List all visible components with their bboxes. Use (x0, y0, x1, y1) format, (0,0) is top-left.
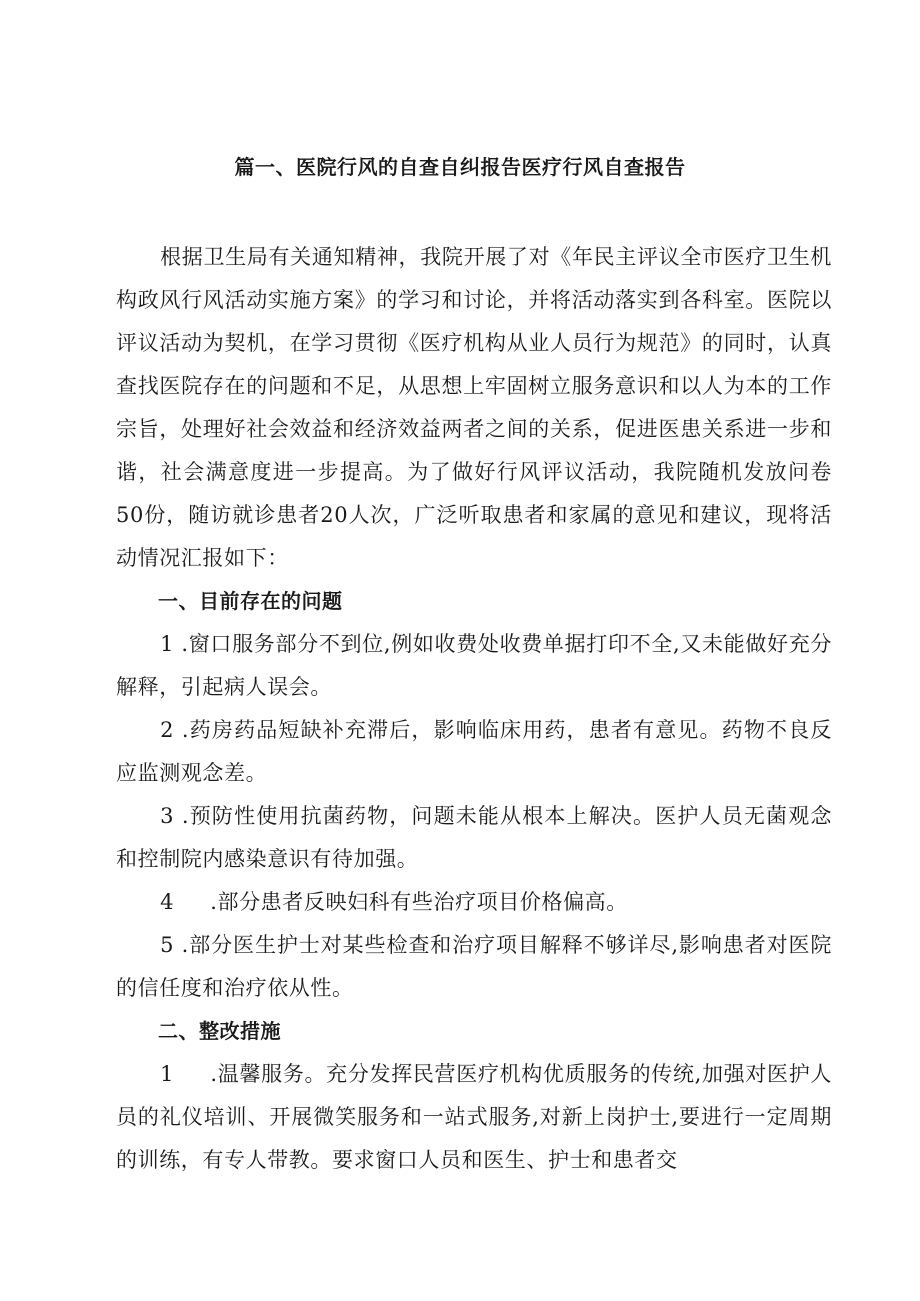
intro-paragraph: 根据卫生局有关通知精神，我院开展了对《年民主评议全市医疗卫生机构政风行风活动实施方案》的学习和讨论，并将活动落实到各科室。医院以评议活动为契机，在学习贯彻《医疗机构从业人员行为规范》的同时，认真查找医院存在的问题和不足，从思想上牢固树立服务意识和以人为本的工作宗旨，处理好社会效益和经济效益两者之间的关系，促进医患关系进一步和谐，社会满意度进一步提高。为了做好行风评议活动，我院随机发放问卷50份，随访就诊患者20人次，广泛听取患者和家属的意见和建议，现将活动情况汇报如下： (116, 245, 832, 570)
problem-item: 1 .窗口服务部分不到位,例如收费处收费单据打印不全,又未能做好充分解释，引起病人误会。 (116, 632, 832, 699)
section-heading-problems: 一、目前存在的问题 (158, 589, 343, 613)
problem-item: 3 .预防性使用抗菌药物，问题未能从根本上解决。医护人员无菌观念和控制院内感染意识有待加强。 (116, 804, 832, 871)
document-body (116, 236, 832, 1182)
document-title: 篇一、医院行风的自查自纠报告医疗行风自查报告 (234, 155, 686, 179)
problem-item: 5 .部分医生护士对某些检查和治疗项目解释不够详尽,影响患者对医院的信任度和治疗依从性。 (116, 933, 832, 1000)
problem-item: 2 .药房药品短缺补充滞后，影响临床用药，患者有意见。药物不良反应监测观念差。 (116, 718, 832, 785)
problem-item: 4 .部分患者反映妇科有些治疗项目价格偏高。 (160, 890, 628, 914)
measure-item: 1 .温馨服务。充分发挥民营医疗机构优质服务的传统,加强对医护人员的礼仪培训、开展微笑服务和一站式服务,对新上岗护士,要进行一定周期的训练，有专人带教。要求窗口人员和医生、护士和患者交 (116, 1062, 832, 1172)
section-heading-measures: 二、整改措施 (158, 1019, 281, 1043)
